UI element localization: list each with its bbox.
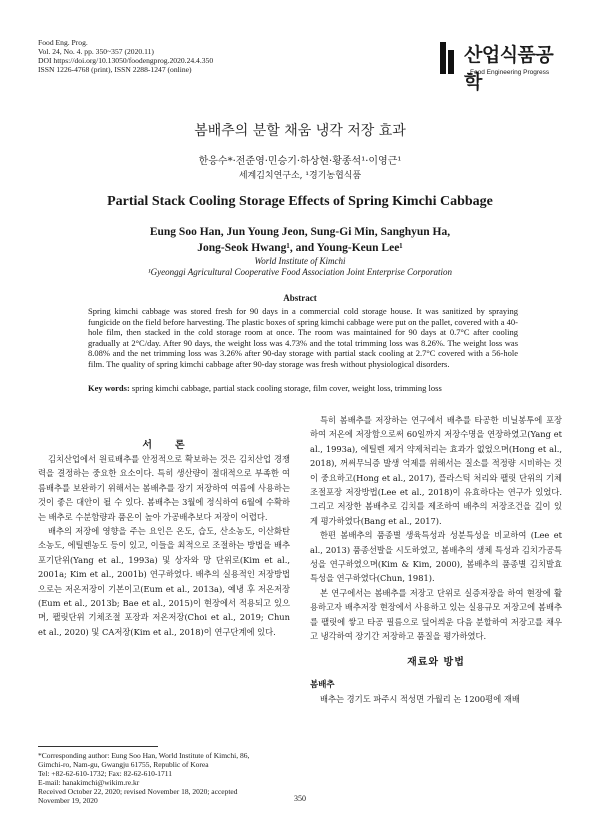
footnote-line: E-mail: hanakimchi@wikim.re.kr xyxy=(38,778,140,787)
journal-logo xyxy=(438,38,568,93)
left-column xyxy=(38,452,290,639)
affiliation-english-line1: World Institute of Kimchi xyxy=(254,256,346,266)
affiliation-english xyxy=(0,256,600,278)
keywords-label: Key words: xyxy=(88,383,130,393)
title-korean: 봄배추의 분할 채움 냉각 저장 효과 xyxy=(194,123,406,139)
footnote-line: Received October 22, 2020; revised November 18, 2020; accepted xyxy=(38,787,238,796)
logo-mark-icon xyxy=(438,40,458,76)
journal-info xyxy=(38,38,213,74)
footnote-line: *Corresponding author: Eung Soo Han, World Institute of Kimchi, 86, xyxy=(38,751,250,760)
methods-paragraph-1: 배추는 경기도 파주시 적성면 가월리 논 1200평에 재배 xyxy=(320,694,520,705)
intro-paragraph-1: 김치산업에서 원료배추를 안정적으로 확보하는 것은 김치산업 경쟁력을 결정하는 중요한 요소이다. 특히 생산량이 절대적으로 부족한 여름배추를 보완하기 위해서는 봄배추를 장기 저장하여 여름에 사용하는 것이 좋은 대안이 될 수 있다. 봄배추는 3월에 정식하여 6월에 수확하는 배추로 수분함량과 품온이 높아 가공배추보다 저장이 어렵다. xyxy=(38,454,290,522)
abstract-heading: Abstract xyxy=(283,293,317,303)
intro-paragraph-2: 배추의 저장에 영향을 주는 요인은 온도, 습도, 산소농도, 이산화탄소농도, 에틸렌농도 등이 있고, 이들을 최적으로 조절하는 방법을 배추 포기단위(Yang et al., 1993a) 및 상자와 망 단위로(Kim et al., 2001a; Kim et al., 2001b) 연구하였다. 배추의 실용적인 저장방법으로는 저온저장이 기본이고(Eum et al., 2013a), 예냉 후 저온저장(Eum et al., 2013b; Bae et al., 2015)이 현장에서 적용되고 있으며, 팰릿단위 기체조절 포장과 저온저장(Choi et al., 2019; Chun et al., 2020) 및 CA저장(Kim et al., 2018)이 연구단계에 있다. xyxy=(38,526,290,637)
authors-english xyxy=(0,224,600,256)
footnote-rule xyxy=(38,746,158,747)
journal-name: Food Eng. Prog. xyxy=(38,38,88,47)
journal-doi: DOI https://doi.org/10.13050/foodengprog.2020.24.4.350 xyxy=(38,56,214,65)
abstract-text: Spring kimchi cabbage was stored fresh for 90 days in a commercial cold storage house. It was sanitized by spraying fungicide on the field before harvesting. The plastic boxes of spring kimchi cabbage were put on the pallet, covered with a 40-hole film, then stacked in the cold storage room at once. The room was maintained for 90 days at 0.7°C after cooling gradually at 2°C/day. After 90 days, the weight loss was 4.73% and the total trimming loss was 8.26%. The weight loss was 8.08% and the net trimming loss was 3.26% after 90-day storage with partial stack cooling at 2.7°C covered with a 56-hole film. The quality of spring kimchi cabbage after 90-day storage was fresh without physiological disorders. xyxy=(88,306,518,369)
keywords-text: spring kimchi cabbage, partial stack cooling storage, film cover, weight loss, trimming loss xyxy=(131,383,442,393)
intro-paragraph-3: 특히 봄배추를 저장하는 연구에서 배추를 타공한 비닐봉투에 포장하여 저온에 저장함으로써 60일까지 저장수명을 연장하였고(Yang et al., 1993a), 에틸렌 제거 약제처리는 효과가 없었으며(Hong et al., 2018), 꺼써무늬증 발생 억제를 위해서는 질소를 적정량 시비하는 것이 중요하고(Hong et al., 2017), 플라스틱 처리와 팰릿 단위의 기체조절포장 저장방법(Lee et al., 2018)이 유효하다는 연구가 있었다. 그리고 저장한 봄배추로 김치를 제조하여 배추의 저장조건을 깊이 있게 평가하였다(Bang et al., 2017). xyxy=(310,415,562,526)
section-heading-methods: 재료와 방법 xyxy=(407,656,465,668)
journal-volume: Vol. 24, No. 4. pp. 350~357 (2020.11) xyxy=(38,47,154,56)
title-english: Partial Stack Cooling Storage Effects of Spring Kimchi Cabbage xyxy=(107,194,493,209)
section-heading-introduction: 서 론 xyxy=(142,440,186,451)
journal-issn: ISSN 1226-4768 (print), ISSN 2288-1247 (online) xyxy=(38,65,192,74)
footnote-line: Tel: +82-62-610-1732; Fax: 82-62-610-1711 xyxy=(38,769,173,778)
intro-paragraph-4: 한편 봄배추의 품종별 생육특성과 성분특성을 비교하여 (Lee et al., 2013) 품종선발을 시도하였고, 봄배추의 생체 특성과 김치가공특성을 연구하였으며(Kim & Kim, 2000), 봄배추의 품종별 김치발효특성을 연구하였다(Chun, 1981). xyxy=(310,530,562,584)
intro-paragraph-5: 본 연구에서는 봄배추를 저장고 단위로 실증저장을 하여 현장에 활용하고자 배추저장 현장에서 사용하고 있는 실용규모 저장고에 봄배추를 팰릿에 쌓고 타공 필름으로 덮어씌운 다음 분할하여 저장고를 채우고 냉각하여 장기간 저장하고 품질을 평가하였다. xyxy=(310,587,562,642)
right-column xyxy=(310,413,562,707)
logo-korean-text: 산업식품공학 xyxy=(464,44,554,93)
footnote-line: November 19, 2020 xyxy=(38,796,98,805)
authors-korean: 한응수*·전준영·민승기·하상현·황종석¹·이영근¹ xyxy=(198,156,402,167)
page-number: 350 xyxy=(294,794,306,803)
subheading-spring-cabbage: 봄배추 xyxy=(310,679,335,690)
affiliation-korean: 세계김치연구소, ¹경기농협식품 xyxy=(238,171,362,181)
authors-english-line1: Eung Soo Han, Jun Young Jeon, Sung-Gi Min, Sanghyun Ha, xyxy=(149,226,451,238)
keywords xyxy=(88,383,518,393)
authors-english-line2: Jong-Seok Hwang¹, and Young-Keun Lee¹ xyxy=(197,242,403,254)
affiliation-english-line2: ¹Gyeonggi Agricultural Cooperative Food Association Joint Enterprise Corporation xyxy=(147,267,453,277)
footnote-line: Gimchi-ro, Nam-gu, Gwangju 61755, Republic of Korea xyxy=(38,760,209,769)
logo-english-text: Food Engineering Progress xyxy=(470,69,550,76)
